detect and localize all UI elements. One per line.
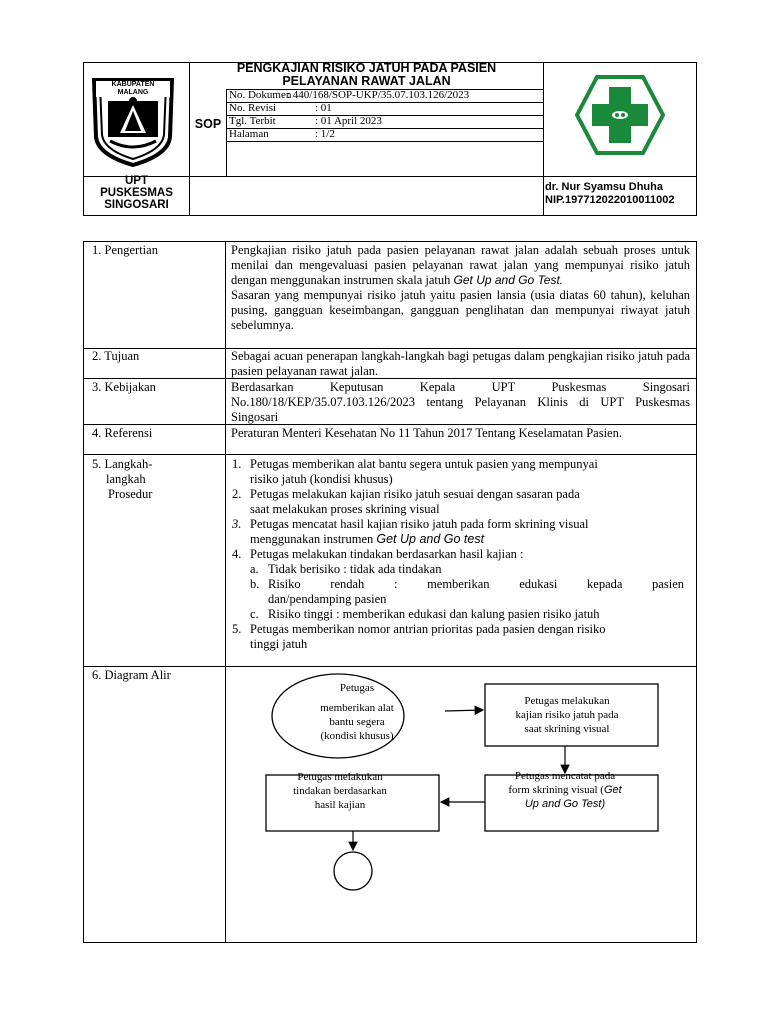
sop-title-line2: PELAYANAN RAWAT JALAN: [282, 74, 451, 88]
meta-issue-date: [229, 115, 382, 128]
meta-page: [229, 128, 335, 141]
referensi-content: Peraturan Menteri Kesehatan No 11 Tahun 2017 Tentang Keselamatan Pasien.: [231, 426, 622, 440]
step-4-num: 4.: [232, 547, 242, 561]
langkah-label: [92, 457, 152, 502]
langkah-label-line2: langkah: [106, 472, 146, 486]
meta-page-value: : 1/2: [315, 128, 335, 140]
step-3-num: 3.: [232, 517, 242, 531]
sop-title: [190, 62, 543, 88]
pengertian-content: [231, 243, 690, 333]
meta-issue-date-label: Tgl. Terbit: [229, 115, 276, 127]
flow-node-start-line4: (kondisi khusus): [320, 730, 394, 742]
step-3-line1: Petugas mencatat hasil kajian risiko jatuh pada form skrining visual: [250, 517, 589, 531]
regency-logo: [90, 77, 176, 167]
step-4b-line2: dan/pendamping pasien: [268, 592, 387, 606]
signer-name: dr. Nur Syamsu Dhuha: [545, 181, 663, 193]
org-name-line1: UPT: [125, 175, 148, 187]
step-2-line1: Petugas melakukan kajian risiko jatuh sesuai dengan sasaran pada: [250, 487, 580, 501]
step-4c-num: c.: [250, 607, 259, 621]
pengertian-label: 1. Pengertian: [92, 243, 158, 257]
flow-arrow-1: [445, 710, 483, 711]
org-name-line3: SINGOSARI: [104, 199, 169, 211]
tujuan-label: 2. Tujuan: [92, 349, 140, 363]
org-name: [84, 175, 189, 211]
step-2-line2: saat melakukan proses skrining visual: [250, 502, 440, 516]
meta-doc-number-label: No. Dokumen: [229, 89, 292, 101]
step-2-num: 2.: [232, 487, 242, 501]
flow-node-assess-line2: kajian risiko jatuh pada: [515, 709, 619, 721]
sop-title-line1: PENGKAJIAN RISIKO JATUH PADA PASIEN: [236, 61, 497, 75]
flow-node-record-line2: [480, 783, 650, 797]
flow-node-start-line1: Petugas: [339, 682, 375, 694]
step-4b-line1: Risiko rendah : memberikan edukasi kepada pasien: [268, 577, 684, 591]
referensi-label: 4. Referensi: [92, 426, 153, 440]
step-3-line2: [250, 532, 484, 547]
org-name-line2: PUSKESMAS: [100, 187, 173, 199]
flow-node-start-line3: bantu segera: [329, 716, 385, 728]
step-4c-text: Risiko tinggi : memberikan edukasi dan kalung pasien risiko jatuh: [268, 607, 600, 621]
step-1-line1: Petugas memberikan alat bantu segera untuk pasien yang mempunyai: [250, 457, 598, 471]
sop-label: SOP: [194, 117, 222, 131]
signer: [545, 181, 675, 207]
flow-node-action-text: [270, 770, 410, 812]
regency-logo-label: KABUPATEN MALANG: [96, 81, 170, 97]
kebijakan-label: 3. Kebijakan: [92, 380, 156, 394]
flow-node-record-line2-text: form skrining visual (: [508, 784, 604, 796]
flow-node-assess-line3: saat skrining visual: [524, 723, 610, 735]
step-4a-text: Tidak berisiko : tidak ada tindakan: [268, 562, 442, 576]
flow-node-record-line2-italic: Get: [603, 784, 622, 796]
meta-page-label: Halaman: [229, 128, 269, 140]
pengertian-p2: Sasaran yang mempunyai risiko jatuh yaitu pasien lansia (usia diatas 60 tahun), keluhan pusing, gangguan keseimbangan, gangguan penglihatan dan mempunyai riwayat jatuh sebelumnya.: [231, 288, 690, 332]
flow-node-end-circle: [334, 852, 372, 890]
step-3-line2-italic: Get Up and Go test: [376, 532, 485, 546]
tujuan-content: Sebagai acuan penerapan langkah-langkah bagi petugas dalam pengkajian risiko jatuh pada pasien pelayanan rawat jalan.: [231, 349, 690, 378]
flow-node-record-line1: Petugas mencatat pada: [514, 770, 616, 782]
langkah-label-line1: 5. Langkah-: [92, 457, 153, 471]
flow-node-action-line1: Petugas melakukan: [297, 771, 383, 783]
flow-node-action-line2: tindakan berdasarkan: [293, 785, 387, 797]
step-4-line1: Petugas melakukan tindakan berdasarkan hasil kajian :: [250, 547, 524, 561]
flow-node-start-text: [282, 681, 432, 743]
step-1-line2: risiko jatuh (kondisi khusus): [250, 472, 393, 486]
meta-revision-value: : 01: [315, 102, 332, 114]
flow-node-assess-text: [487, 694, 647, 736]
meta-doc-number-value: : 440/168/SOP-UKP/35.07.103.126/2023: [287, 89, 470, 101]
signer-nip: NIP.197712022010011002: [545, 194, 675, 206]
meta-issue-date-value: : 01 April 2023: [315, 115, 382, 127]
flow-node-record-text: [480, 769, 650, 811]
langkah-label-line3: Prosedur: [108, 487, 153, 501]
flow-node-record-line3: Up and Go Test): [524, 798, 606, 810]
step-4a-num: a.: [250, 562, 259, 576]
puskesmas-logo: [575, 75, 665, 155]
kebijakan-content: Berdasarkan Keputusan Kepala UPT Puskesmas Singosari No.180/18/KEP/35.07.103.126/2023 tentang Pelayanan Klinis di UPT Puskesmas Singosari: [231, 380, 690, 424]
step-5-num: 5.: [232, 622, 242, 636]
diagram-label: 6. Diagram Alir: [92, 668, 171, 682]
step-1-num: 1.: [232, 457, 242, 471]
pengertian-p1-italic: Get Up and Go Test.: [453, 273, 564, 287]
meta-revision-label: No. Revisi: [229, 102, 277, 114]
meta-revision: [229, 102, 332, 115]
step-5-line2: tinggi jatuh: [250, 637, 308, 651]
flow-node-action-line3: hasil kajian: [314, 799, 366, 811]
meta-doc-number: [229, 89, 469, 102]
step-5-line1: Petugas memberikan nomor antrian prioritas pada pasien dengan risiko: [250, 622, 606, 636]
flow-node-assess-line1: Petugas melakukan: [524, 695, 610, 707]
step-3-line2-text: menggunakan instrumen: [250, 532, 374, 546]
step-4b-num: b.: [250, 577, 260, 591]
flow-node-start-line2: memberikan alat: [320, 702, 394, 714]
pengertian-p1: Pengkajian risiko jatuh pada pasien pelayanan rawat jalan adalah sebuah proses untuk menilai dan mengevaluasi pasien pelayanan rawat jalan yang mempunyai risiko jatuh dengan menggunakan instrumen skala jatuh: [231, 243, 690, 287]
